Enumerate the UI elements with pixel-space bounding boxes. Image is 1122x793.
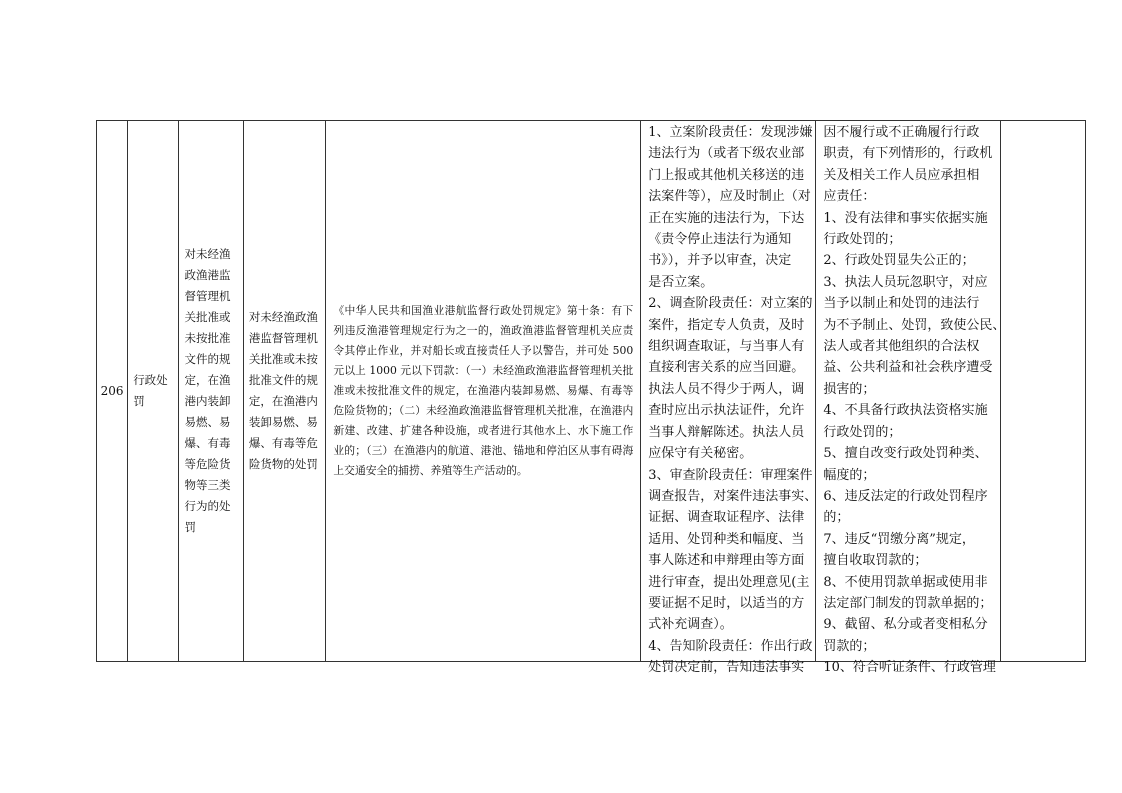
accountability-line: 8、不使用罚款单据或使用非 [823,574,988,590]
responsibility-line: 查时应出示执法证件，允许 [648,403,805,419]
responsibility-line: 是否立案。 [648,274,714,290]
accountability-line: 1、没有法律和事实依据实施 [823,210,988,226]
responsibility-line: 门上报或其他机关移送的违 [648,167,805,183]
responsibility-line: 违法行为（或者下级农业部 [648,146,805,162]
accountability-line: 应责任： [823,189,876,205]
accountability-line: 益、公共利益和社会秩序遭受 [823,360,993,376]
responsibility-line: 执法人员不得少于两人，调 [648,381,805,397]
accountability-line: 擅自收取罚款的； [823,553,928,569]
responsibility-line: 《责令停止违法行为通知 [648,232,792,248]
responsibility-line: 调查报告，对案件违法事实、 [648,488,818,504]
accountability-line: 因不履行或不正确履行行政 [823,125,980,140]
power-category: 行政处罚 [133,373,168,408]
accountability-line: 3、执法人员玩忽职守，对应 [823,274,988,290]
responsibility-line: 直接利害关系的应当回避。 [648,360,805,376]
responsibility-line: 案件，指定专人负责，及时 [648,317,805,333]
accountability-line: 罚款的； [823,638,876,654]
accountability-line: 9、截留、私分或者变相私分 [823,617,988,633]
table-row [97,121,1086,662]
responsibility-text [641,121,823,679]
responsibility-line: 组织调查取证，与当事人有 [648,339,805,355]
accountability-line: 5、擅自改变行政处罚种类、 [823,446,988,462]
responsibility-line: 应保守有关秘密。 [648,446,753,462]
legal-basis: 《中华人民共和国渔业港航监督行政处罚规定》第十条：有下列违反渔港管理规定行为之一的，渔政渔港监督管理机关应责令其停止作业，并对船长或直接责任人予以警告，并可处 500 元以上 1000 元以下罚款：（一）未经渔政渔港监督管理机关批准或未按批准文件的规定，在渔港内装卸易燃、易爆、有毒等危险货物的；（二）未经渔政渔港监督管理机关批准，在渔港内新建、改建、扩建各种设施，或者进行其他水上、水下施工作业的；（三）在渔港内的航道、港池、锚地和停泊区从事有碍海上交通安全的捕捞、养殖等生产活动的。 [333,304,634,477]
accountability-line: 行政处罚的； [823,232,902,248]
accountability-line: 法定部门制发的罚款单据的； [823,595,993,611]
accountability-line: 6、违反法定的行政处罚程序 [823,488,988,504]
responsibility-line: 正在实施的违法行为，下达 [648,210,805,226]
responsibility-line: 处罚决定前，告知违法事实 [648,660,805,676]
responsibility-line: 证据、调查取证程序、法律 [648,510,805,526]
accountability-line: 7、违反“罚缴分离”规定， [823,531,975,547]
responsibility-line: 进行审查，提出处理意见(主 [648,574,810,590]
responsibility-line: 事人陈述和申辩理由等方面 [648,553,805,569]
item-name-cell [179,121,243,662]
responsibility-line: 4、告知阶段责任：作出行政 [648,638,813,654]
accountability-line: 2、行政处罚显失公正的； [823,253,975,269]
accountability-text [816,121,1011,679]
responsibility-line: 2、调查阶段责任：对立案的 [648,296,813,312]
accountability-line: 损害的； [823,381,876,397]
responsibility-line: 法案件等），应及时制止（对 [648,189,811,205]
responsibility-line: 1、立案阶段责任：发现涉嫌 [648,125,813,140]
responsibility-cell [641,121,818,676]
row-number-cell [97,121,128,662]
sub-item-cell [243,121,326,662]
accountability-line: 为不予制止、处罚，致使公民、 [823,317,1006,333]
responsibility-line: 式补充调查）。 [648,617,733,633]
sub-item-name: 对未经渔政渔港监督管理机关批准或未按批准文件的规定，在渔港内装卸易燃、易爆、有毒等危险货物的处罚 [248,310,318,471]
item-name: 对未经渔政渔港监督管理机关批准或未按批准文件的规定，在渔港内装卸易燃、易爆、有毒等危险货物等三类行为的处罚 [184,247,231,534]
accountability-line: 4、不具备行政执法资格实施 [823,403,988,419]
accountability-cell [816,121,1006,676]
responsibility-line: 适用、处罚种类和幅度、当 [648,531,805,547]
responsibility-line: 书》），并予以审查，决定 [648,253,792,269]
remarks-cell [1001,121,1086,662]
accountability-line: 行政处罚的； [823,424,902,440]
power-list-table [96,120,1086,676]
accountability-line: 幅度的； [823,467,876,483]
accountability-line: 当予以制止和处罚的违法行 [823,296,980,312]
accountability-line: 职责，有下列情形的，行政机 [823,146,993,162]
accountability-line: 10、符合听证条件、行政管理 [823,660,996,676]
responsibility-line: 3、审查阶段责任：审理案件 [648,467,813,483]
category-cell [128,121,179,662]
responsibility-line: 当事人辩解陈述。执法人员 [648,424,805,440]
responsibility-line: 要证据不足时，以适当的方 [648,595,805,611]
accountability-line: 法人或者其他组织的合法权 [823,339,980,355]
row-number: 206 [100,384,124,398]
accountability-line: 关及相关工作人员应承担相 [823,167,980,183]
accountability-line: 的； [823,510,850,526]
legal-basis-cell [326,121,641,662]
